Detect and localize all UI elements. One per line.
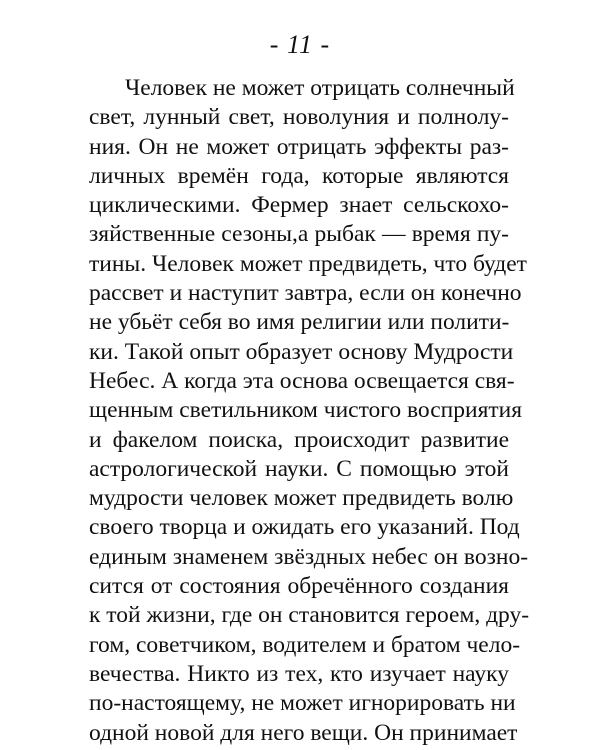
text-line: свет, лунный свет, новолуния и полнолу- — [89, 104, 509, 131]
text-line: одной новой для него вещи. Он принимает — [89, 719, 518, 746]
text-line: мудрости человек может предвидеть волю — [89, 485, 514, 512]
text-line: личных времён года, которые являются — [89, 162, 509, 189]
text-line: по-настоящему, не может игнорировать ни — [89, 690, 516, 717]
text-line: ки. Такой опыт образует основу Мудрости — [89, 338, 514, 365]
text-line: циклическими. Фермер знает сельскохо- — [89, 192, 509, 219]
text-line: зяйственные сезоны,а рыбак — время пу- — [89, 221, 509, 248]
text-line: вечества. Никто из тех, кто изучает науку — [89, 660, 509, 687]
text-line: к той жизни, где он становится героем, дру- — [89, 602, 530, 629]
text-line: тины. Человек может предвидеть, что будет — [89, 250, 527, 277]
text-line: и факелом поиска, происходит развитие — [89, 426, 509, 453]
text-line: рассвет и наступит завтра, если он конечно — [89, 280, 522, 307]
paragraph — [89, 74, 530, 748]
page-number: - 11 - — [269, 30, 331, 59]
text-line: ния. Он не может отрицать эффекты раз- — [89, 133, 509, 160]
text-line: своего творца и ожидать его указаний. Под — [89, 514, 520, 541]
text-line: сится от состояния обречённого создания — [89, 573, 509, 600]
text-line: Человек не может отрицать солнечный — [125, 75, 515, 101]
text-line: Небес. А когда эта основа освещается свя- — [89, 367, 515, 394]
text-line: единым знаменем звёздных небес он возно- — [89, 543, 529, 570]
text-line: гом, советчиком, водителем и братом чело- — [89, 631, 521, 658]
text-line: не убьёт себя во имя религии или полити- — [89, 309, 510, 336]
text-line: щенным светильником чистого восприятия — [89, 397, 523, 424]
text-line: астрологической науки. С помощью этой — [89, 455, 509, 482]
